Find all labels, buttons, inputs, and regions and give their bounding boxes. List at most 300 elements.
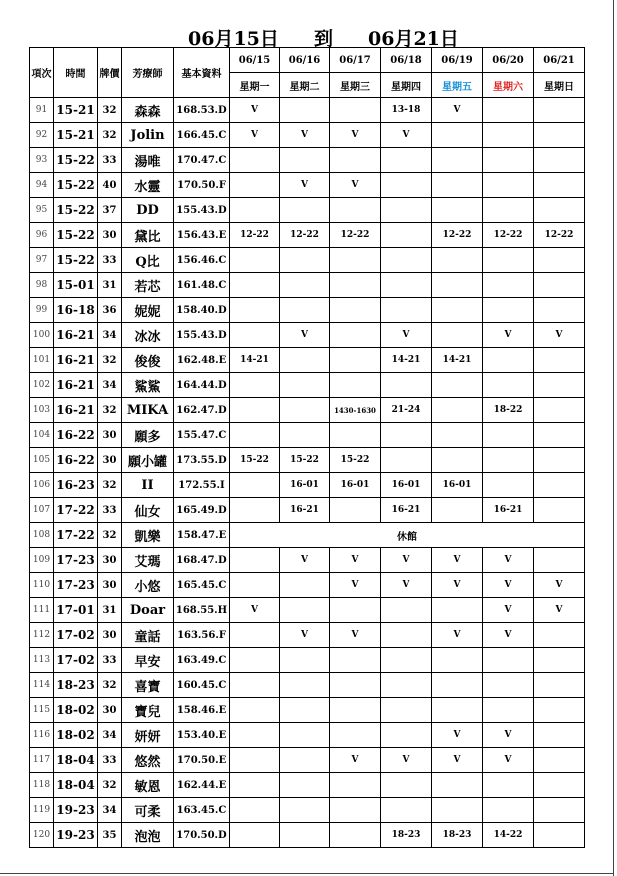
schedule-cell: V [483,573,534,598]
schedule-cell [330,98,381,123]
schedule-cell [230,673,280,698]
schedule-cell [230,823,280,848]
schedule-cell [230,798,280,823]
schedule-cell: V [330,123,381,148]
schedule-cell: 16-01 [330,473,381,498]
schedule-cell [381,148,432,173]
schedule-cell [381,698,432,723]
schedule-cell [280,673,330,698]
row-therapist-name: 願小罐 [122,448,174,473]
schedule-cell [483,423,534,448]
header-date: 06/20 [483,48,534,73]
row-price: 34 [98,323,122,348]
row-closed-note: 休館 [230,523,585,548]
schedule-cell: V [280,623,330,648]
schedule-cell [330,723,381,748]
schedule-cell [280,98,330,123]
table-row [30,473,585,498]
row-info: 161.48.C [174,273,230,298]
row-time: 19-23 [54,823,98,848]
schedule-cell [534,698,585,723]
schedule-cell [381,223,432,248]
schedule-cell: V [330,173,381,198]
table-row [30,348,585,373]
row-info: 170.50.E [174,748,230,773]
schedule-cell [280,248,330,273]
row-price: 34 [98,373,122,398]
row-index: 109 [30,548,54,573]
row-price: 33 [98,748,122,773]
table-row [30,373,585,398]
schedule-cell [534,298,585,323]
row-therapist-name: 黛比 [122,223,174,248]
schedule-cell [432,798,483,823]
schedule-cell [483,173,534,198]
row-info: 163.45.C [174,798,230,823]
row-time: 15-01 [54,273,98,298]
row-time: 17-23 [54,573,98,598]
row-info: 158.47.E [174,523,230,548]
row-time: 15-21 [54,123,98,148]
row-index: 108 [30,523,54,548]
table-row [30,273,585,298]
schedule-cell [330,273,381,298]
schedule-cell: V [483,548,534,573]
schedule-cell [280,773,330,798]
schedule-cell [432,398,483,423]
header-weekday: 星期二 [280,73,330,98]
schedule-cell [483,348,534,373]
row-index: 120 [30,823,54,848]
schedule-cell: V [280,548,330,573]
row-index: 92 [30,123,54,148]
schedule-cell [432,248,483,273]
schedule-cell [483,198,534,223]
row-therapist-name: Jolin [122,123,174,148]
schedule-cell [483,248,534,273]
row-therapist-name: MIKA [122,398,174,423]
table-row [30,448,585,473]
schedule-cell [534,348,585,373]
table-row [30,748,585,773]
row-index: 97 [30,248,54,273]
schedule-cell [330,148,381,173]
table-row [30,648,585,673]
row-info: 168.53.D [174,98,230,123]
row-time: 17-01 [54,598,98,623]
row-info: 170.50.D [174,823,230,848]
schedule-cell: V [230,98,280,123]
table-row [30,323,585,348]
row-index: 115 [30,698,54,723]
schedule-cell [534,548,585,573]
schedule-cell: V [230,123,280,148]
row-info: 166.45.C [174,123,230,148]
row-price: 33 [98,148,122,173]
header-weekday-saturday: 星期六 [483,73,534,98]
schedule-cell: V [280,123,330,148]
schedule-cell: 16-01 [280,473,330,498]
row-price: 32 [98,523,122,548]
schedule-cell [534,198,585,223]
schedule-cell: 16-01 [432,473,483,498]
row-index: 107 [30,498,54,523]
schedule-cell: V [432,723,483,748]
row-price: 32 [98,673,122,698]
schedule-cell [330,698,381,723]
schedule-cell [330,798,381,823]
row-index: 112 [30,623,54,648]
table-row [30,298,585,323]
row-info: 158.40.D [174,298,230,323]
schedule-cell [230,623,280,648]
row-price: 30 [98,223,122,248]
schedule-cell [280,373,330,398]
header-index: 項次 [30,48,54,98]
row-therapist-name: 水靈 [122,173,174,198]
table-row [30,698,585,723]
schedule-cell [230,573,280,598]
row-therapist-name: 鯊鯊 [122,373,174,398]
schedule-cell [534,823,585,848]
row-time: 16-21 [54,348,98,373]
row-therapist-name: 敏恩 [122,773,174,798]
header-date: 06/19 [432,48,483,73]
row-info: 172.55.I [174,473,230,498]
schedule-cell: 16-01 [381,473,432,498]
schedule-cell [381,723,432,748]
schedule-cell [280,298,330,323]
row-info: 165.49.D [174,498,230,523]
schedule-cell: V [534,598,585,623]
schedule-cell [534,723,585,748]
schedule-cell [534,648,585,673]
schedule-cell [534,273,585,298]
table-row [30,223,585,248]
schedule-cell: V [381,548,432,573]
row-time: 18-23 [54,673,98,698]
header-weekday: 星期日 [534,73,585,98]
schedule-cell [230,248,280,273]
table-row [30,498,585,523]
header-row-dates [30,48,585,73]
schedule-cell: V [483,598,534,623]
schedule-cell [534,748,585,773]
row-therapist-name: 仙女 [122,498,174,523]
row-time: 16-23 [54,473,98,498]
row-price: 40 [98,173,122,198]
schedule-cell [534,423,585,448]
schedule-cell [280,598,330,623]
row-info: 156.43.E [174,223,230,248]
row-index: 100 [30,323,54,348]
schedule-cell [230,473,280,498]
title-start-date: 06月15日 [188,28,279,50]
row-info: 168.55.H [174,598,230,623]
schedule-cell [230,173,280,198]
table-row [30,248,585,273]
row-therapist-name: 湯唯 [122,148,174,173]
row-therapist-name: 妮妮 [122,298,174,323]
schedule-cell [432,273,483,298]
schedule-cell: V [432,623,483,648]
row-info: 156.46.C [174,248,230,273]
schedule-cell [534,398,585,423]
row-time: 15-22 [54,173,98,198]
schedule-cell [483,148,534,173]
row-time: 18-02 [54,698,98,723]
row-time: 17-22 [54,498,98,523]
page-edge-right [613,0,614,876]
schedule-cell [381,798,432,823]
row-therapist-name: 凱樂 [122,523,174,548]
row-therapist-name: Doar [122,598,174,623]
schedule-cell [483,698,534,723]
row-price: 32 [98,98,122,123]
row-info: 160.45.C [174,673,230,698]
schedule-cell [432,773,483,798]
row-price: 30 [98,548,122,573]
schedule-cell: 12-22 [280,223,330,248]
schedule-cell [230,723,280,748]
row-therapist-name: 若芯 [122,273,174,298]
schedule-cell: V [483,723,534,748]
schedule-cell [230,548,280,573]
row-info: 164.44.D [174,373,230,398]
schedule-cell [330,498,381,523]
schedule-cell [432,173,483,198]
table-row [30,398,585,423]
table-row [30,548,585,573]
table-row [30,723,585,748]
schedule-cell: V [483,323,534,348]
row-price: 30 [98,698,122,723]
schedule-cell: 16-21 [381,498,432,523]
schedule-cell [381,273,432,298]
schedule-cell: 15-22 [230,448,280,473]
schedule-cell [280,723,330,748]
schedule-cell [381,448,432,473]
row-time: 19-23 [54,798,98,823]
row-info: 163.49.C [174,648,230,673]
schedule-cell: V [534,323,585,348]
row-time: 17-23 [54,548,98,573]
schedule-cell [330,323,381,348]
schedule-cell [534,148,585,173]
header-time: 時間 [54,48,98,98]
schedule-cell: V [483,623,534,648]
schedule-cell [381,198,432,223]
row-price: 30 [98,423,122,448]
schedule-cell [230,373,280,398]
schedule-cell: V [230,598,280,623]
row-index: 110 [30,573,54,598]
schedule-cell [534,498,585,523]
row-therapist-name: II [122,473,174,498]
schedule-table [29,47,585,848]
schedule-cell [330,773,381,798]
row-price: 30 [98,573,122,598]
row-time: 16-21 [54,373,98,398]
schedule-cell [381,673,432,698]
table-row [30,123,585,148]
schedule-cell [483,773,534,798]
row-time: 15-22 [54,248,98,273]
schedule-cell [381,423,432,448]
row-price: 32 [98,348,122,373]
schedule-cell [280,398,330,423]
schedule-cell [483,798,534,823]
schedule-cell [280,273,330,298]
row-time: 17-22 [54,523,98,548]
row-info: 168.47.D [174,548,230,573]
schedule-cell [381,298,432,323]
schedule-cell [330,198,381,223]
row-price: 34 [98,723,122,748]
row-price: 33 [98,248,122,273]
schedule-cell: V [330,548,381,573]
table-row [30,673,585,698]
schedule-cell: 18-23 [432,823,483,848]
schedule-cell [330,648,381,673]
row-therapist-name: 妍妍 [122,723,174,748]
schedule-cell [432,598,483,623]
row-time: 18-04 [54,773,98,798]
schedule-cell: V [330,623,381,648]
row-price: 32 [98,773,122,798]
schedule-cell [534,248,585,273]
schedule-cell [432,648,483,673]
table-row [30,173,585,198]
schedule-cell [432,148,483,173]
row-time: 16-22 [54,448,98,473]
row-therapist-name: 悠然 [122,748,174,773]
row-therapist-name: 小悠 [122,573,174,598]
row-info: 173.55.D [174,448,230,473]
header-price: 牌價 [98,48,122,98]
schedule-cell [534,373,585,398]
row-info: 162.44.E [174,773,230,798]
schedule-cell: 18-23 [381,823,432,848]
schedule-cell [230,298,280,323]
schedule-cell: 15-22 [280,448,330,473]
row-index: 96 [30,223,54,248]
row-index: 95 [30,198,54,223]
row-index: 105 [30,448,54,473]
schedule-cell [381,173,432,198]
row-price: 36 [98,298,122,323]
row-info: 153.40.E [174,723,230,748]
schedule-cell: 14-21 [230,348,280,373]
row-time: 18-02 [54,723,98,748]
schedule-cell [230,773,280,798]
schedule-cell [432,423,483,448]
row-index: 99 [30,298,54,323]
schedule-cell [230,423,280,448]
row-index: 102 [30,373,54,398]
schedule-cell: V [280,173,330,198]
row-price: 30 [98,623,122,648]
schedule-cell: 21-24 [381,398,432,423]
table-row [30,423,585,448]
table-row [30,773,585,798]
row-time: 16-22 [54,423,98,448]
schedule-cell [534,123,585,148]
row-index: 119 [30,798,54,823]
header-date: 06/16 [280,48,330,73]
schedule-cell: 16-21 [483,498,534,523]
schedule-cell [280,423,330,448]
row-info: 163.56.F [174,623,230,648]
schedule-cell [230,698,280,723]
row-time: 15-22 [54,148,98,173]
schedule-cell [280,573,330,598]
schedule-cell [483,648,534,673]
schedule-cell [483,373,534,398]
row-info: 170.50.F [174,173,230,198]
row-info: 155.43.D [174,198,230,223]
schedule-cell [330,823,381,848]
row-index: 94 [30,173,54,198]
row-therapist-name: 森森 [122,98,174,123]
schedule-cell [330,598,381,623]
schedule-cell [483,448,534,473]
row-time: 17-02 [54,648,98,673]
schedule-cell: V [280,323,330,348]
schedule-cell [330,673,381,698]
schedule-cell [381,373,432,398]
schedule-cell: 12-22 [483,223,534,248]
header-date: 06/17 [330,48,381,73]
row-index: 113 [30,648,54,673]
schedule-cell: V [432,548,483,573]
row-therapist-name: 冰冰 [122,323,174,348]
row-price: 32 [98,123,122,148]
schedule-cell: V [432,748,483,773]
row-index: 98 [30,273,54,298]
row-info: 162.48.E [174,348,230,373]
row-therapist-name: 可柔 [122,798,174,823]
row-time: 16-18 [54,298,98,323]
schedule-cell: 1430-1630 [330,398,381,423]
schedule-cell [280,748,330,773]
row-index: 101 [30,348,54,373]
schedule-cell [280,698,330,723]
row-price: 33 [98,648,122,673]
schedule-cell [230,498,280,523]
row-info: 165.45.C [174,573,230,598]
schedule-cell [534,173,585,198]
header-date: 06/21 [534,48,585,73]
schedule-cell: V [534,573,585,598]
schedule-cell: V [330,748,381,773]
table-row [30,98,585,123]
schedule-cell: V [330,573,381,598]
table-row [30,198,585,223]
row-price: 31 [98,273,122,298]
schedule-cell [432,673,483,698]
row-time: 16-21 [54,398,98,423]
table-row [30,573,585,598]
row-price: 32 [98,398,122,423]
row-therapist-name: 艾瑪 [122,548,174,573]
schedule-cell [381,623,432,648]
row-price: 30 [98,448,122,473]
row-therapist-name: 喜寶 [122,673,174,698]
row-index: 118 [30,773,54,798]
title-to: 到 [314,28,334,50]
row-index: 114 [30,673,54,698]
